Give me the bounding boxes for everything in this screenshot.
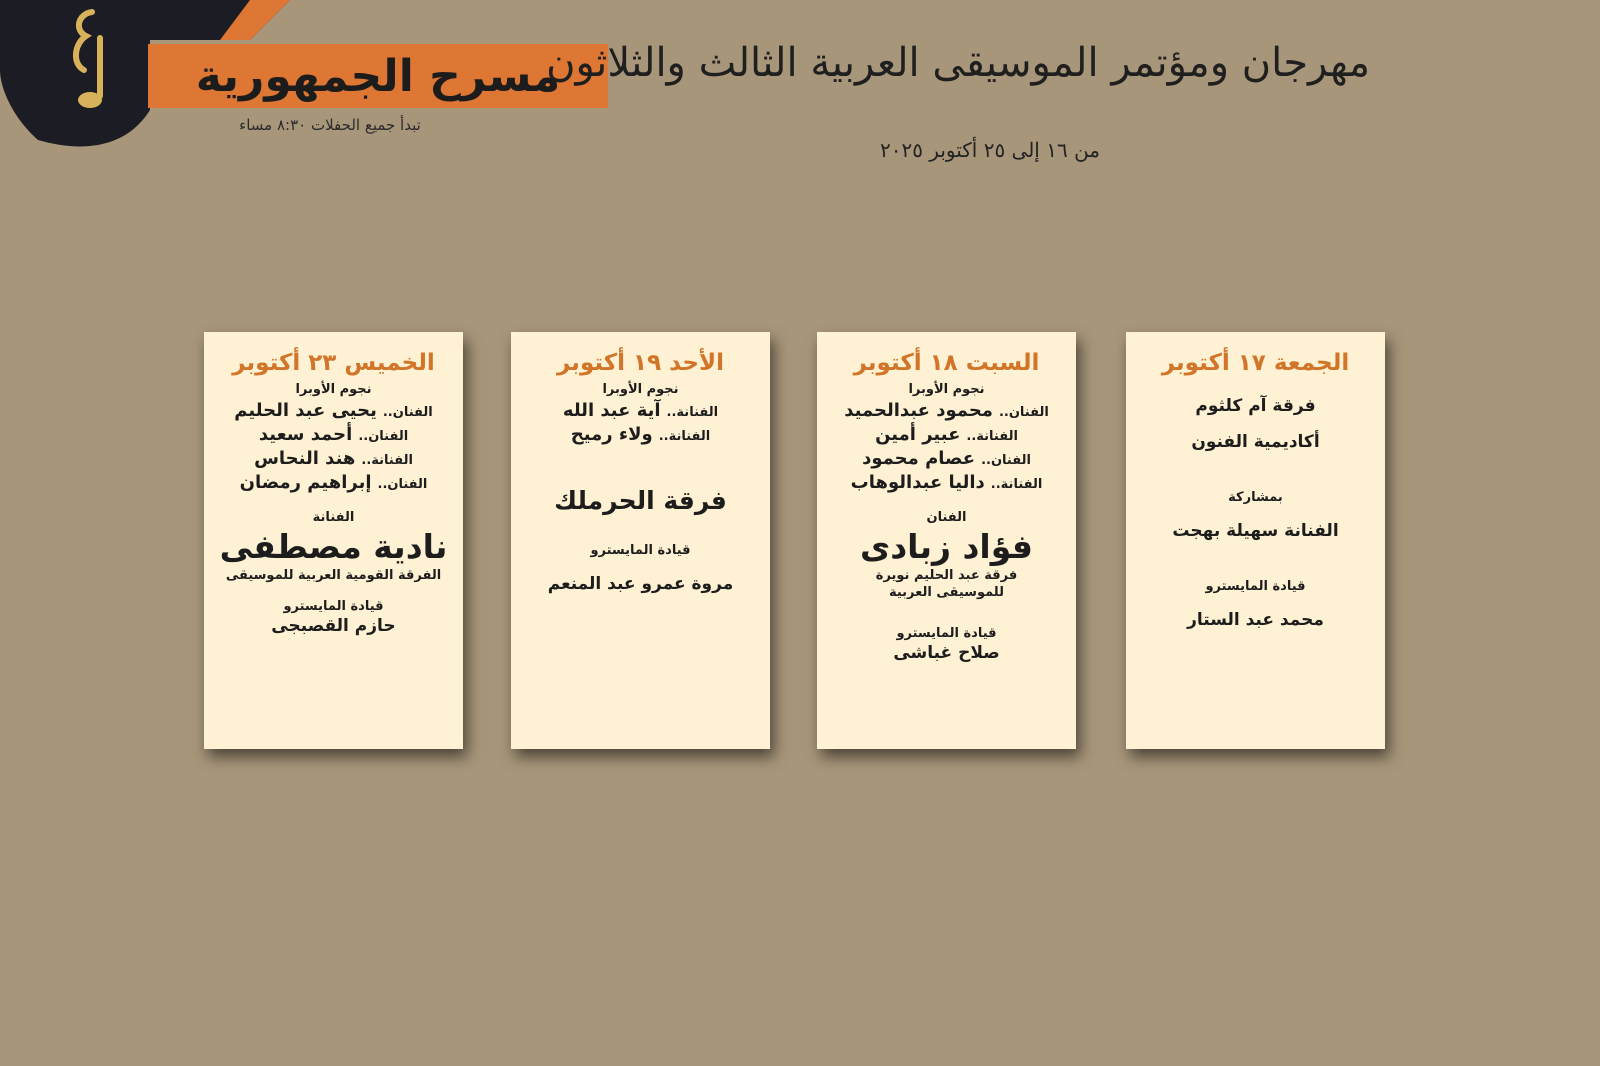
performer-role: الفنانة..: [966, 429, 1018, 444]
performer-role: الفنان..: [981, 453, 1031, 468]
performer-role: الفنانة..: [990, 477, 1043, 492]
performer-role: الفنانة..: [361, 453, 413, 468]
performer-name: أحمد سعيد: [258, 424, 353, 445]
ensemble-name: فرقة الحرملك: [554, 486, 727, 515]
performer-line: [827, 424, 1066, 445]
card-date: السبت ١٨ أكتوبر: [853, 350, 1040, 376]
opera-stars-label: نجوم الأوبرا: [295, 382, 372, 397]
theatre-name-banner: مسرح الجمهورية: [148, 44, 608, 108]
festival-dates: من ١٦ إلى ٢٥ أكتوبر ٢٠٢٥: [879, 138, 1101, 162]
performer-name: هند النحاس: [254, 448, 356, 469]
ensemble-name: فرقة آم كلثوم: [1195, 396, 1316, 416]
performer-role: الفنانة..: [666, 405, 719, 420]
headliner-label: الفنانة: [312, 510, 355, 525]
concert-card-sunday: [511, 332, 770, 749]
conductor-name: حازم القصبجى: [271, 616, 396, 636]
performer-line: [214, 448, 453, 469]
performer-name: يحيى عبد الحليم: [234, 400, 377, 421]
concert-card-thursday: [204, 332, 463, 749]
conductor-label: قيادة المايسترو: [590, 543, 691, 558]
festival-title: مهرجان ومؤتمر الموسيقى العربية الثالث والثلاثون: [546, 40, 1370, 86]
performer-name: ولاء رميح: [570, 424, 653, 445]
academy-name: أكاديمية الفنون: [1191, 432, 1320, 452]
performer-role: الفنان..: [377, 477, 428, 492]
performer-role: الفنان..: [358, 429, 409, 444]
performer-name: محمود عبدالحميد: [844, 400, 993, 421]
participant-name: الفنانة سهيلة بهجت: [1172, 521, 1339, 541]
start-time-note: تبدأ جميع الحفلات ٨:٣٠ مساء: [239, 116, 421, 134]
performer-line: [827, 400, 1066, 421]
performer-name: آية عبد الله: [562, 400, 661, 421]
ensemble-name: الفرقة القومية العربية للموسيقى: [225, 568, 442, 583]
performer-name: عصام محمود: [862, 448, 976, 469]
headliner-name: نادية مصطفى: [219, 527, 448, 566]
performer-line: [214, 400, 453, 421]
performer-role: الفنانة..: [658, 429, 711, 444]
headliner-label: الفنان: [926, 510, 967, 525]
performer-role: الفنان..: [382, 405, 433, 420]
performer-line: [521, 424, 760, 445]
opera-stars-label: نجوم الأوبرا: [908, 382, 985, 397]
performer-line: [214, 424, 453, 445]
concert-card-saturday: [817, 332, 1076, 749]
conductor-label: قيادة المايسترو: [1205, 579, 1306, 594]
ensemble-line-1: فرقة عبد الحليم نويرة: [875, 568, 1018, 583]
performer-line: [214, 472, 453, 493]
concert-card-friday: [1126, 332, 1385, 749]
opera-stars-label: نجوم الأوبرا: [602, 382, 679, 397]
headliner-name: فؤاد زبادى: [860, 527, 1033, 566]
conductor-name: محمد عبد الستار: [1187, 610, 1324, 630]
participation-label: بمشاركة: [1228, 490, 1283, 505]
ensemble-line-2: للموسيقى العربية: [888, 585, 1004, 600]
performer-role: الفنان..: [998, 405, 1049, 420]
performer-line: [521, 400, 760, 421]
performer-name: داليا عبدالوهاب: [850, 472, 985, 493]
performer-name: عبير أمين: [875, 424, 961, 445]
card-date: الجمعة ١٧ أكتوبر: [1161, 350, 1350, 376]
performer-name: إبراهيم رمضان: [239, 472, 372, 493]
card-date: الخميس ٢٣ أكتوبر: [232, 350, 435, 376]
performer-line: [827, 448, 1066, 469]
conductor-name: صلاح غباشى: [893, 643, 1000, 663]
performer-line: [827, 472, 1066, 493]
conductor-label: قيادة المايسترو: [896, 626, 997, 641]
card-date: الأحد ١٩ أكتوبر: [557, 350, 724, 376]
conductor-label: قيادة المايسترو: [283, 599, 384, 614]
conductor-name: مروة عمرو عبد المنعم: [547, 574, 734, 594]
